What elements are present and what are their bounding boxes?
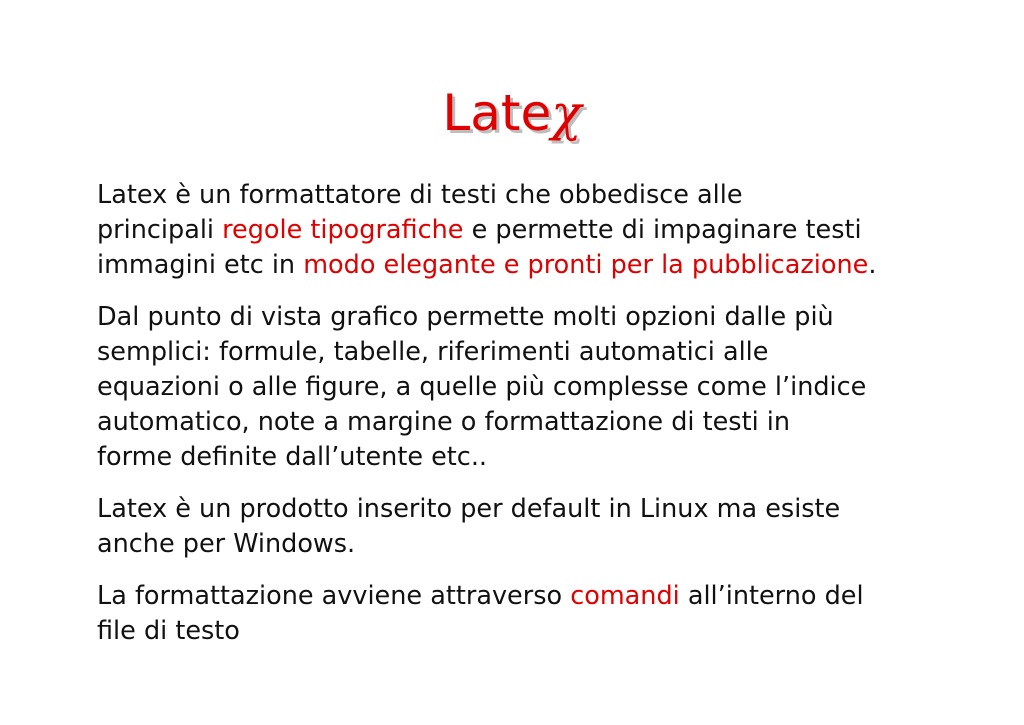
text-segment: anche per Windows. <box>97 529 356 559</box>
text-segment: La formattazione avviene attraverso <box>97 581 571 611</box>
paragraph <box>97 300 957 475</box>
text-line <box>97 527 957 562</box>
text-segment: semplici: formule, tabelle, riferimenti automatici alle <box>97 337 769 367</box>
text-line <box>97 335 957 370</box>
highlighted-text: comandi <box>570 581 680 611</box>
text-line <box>97 178 957 213</box>
text-segment: immagini etc in <box>97 250 304 280</box>
title-chi-symbol: χ <box>551 84 582 142</box>
text-segment: forme definite dall’utente etc.. <box>97 442 488 472</box>
slide-title <box>0 78 1024 148</box>
text-segment: file di testo <box>97 616 240 646</box>
paragraph <box>97 579 957 649</box>
text-line <box>97 614 957 649</box>
text-line <box>97 405 957 440</box>
text-line <box>97 248 957 283</box>
text-segment: equazioni o alle figure, a quelle più complesse come l’indice <box>97 372 867 402</box>
paragraph <box>97 178 957 283</box>
text-line <box>97 440 957 475</box>
highlighted-text: regole tipografiche <box>222 215 464 245</box>
slide-body <box>97 178 957 666</box>
paragraph <box>97 492 957 562</box>
highlighted-text: modo elegante e pronti per la pubblicazione <box>303 250 869 280</box>
text-line <box>97 579 957 614</box>
text-segment: Latex è un formattatore di testi che obbedisce alle <box>97 180 743 210</box>
text-segment: principali <box>97 215 223 245</box>
text-segment: . <box>868 250 877 280</box>
text-segment: Dal punto di vista grafico permette molti opzioni dalle più <box>97 302 834 332</box>
title-main: Late <box>442 84 552 142</box>
text-line <box>97 213 957 248</box>
text-line <box>97 300 957 335</box>
text-segment: automatico, note a margine o formattazione di testi in <box>97 407 791 437</box>
text-segment: e permette di impaginare testi <box>463 215 862 245</box>
text-segment: all’interno del <box>679 581 864 611</box>
text-line <box>97 492 957 527</box>
text-line <box>97 370 957 405</box>
text-segment: Latex è un prodotto inserito per default in Linux ma esiste <box>97 494 841 524</box>
